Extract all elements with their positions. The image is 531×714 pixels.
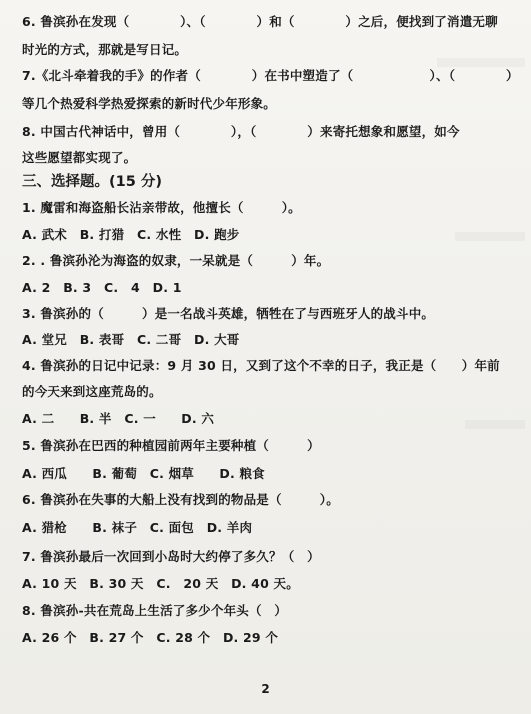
question-stem: 4. 鲁滨孙的日记中记录：9 月 30 日，又到了这个不幸的日子，我正是（ ）年前 (22, 358, 500, 373)
question-options: A. 堂兄 B. 表哥 C. 二哥 D. 大哥 (22, 332, 240, 347)
question-stem: 2. . 鲁滨孙沦为海盗的奴隶，一呆就是（ ）年。 (22, 253, 330, 268)
question-stem: 3. 鲁滨孙的（ ）是一名战斗英雄，牺牲在了与西班牙人的战斗中。 (22, 306, 435, 321)
fill-in-line: 7.《北斗牵着我的手》的作者（ ）在书中塑造了（ ）、（ ） (22, 68, 519, 83)
section-title: 三、选择题。(15 分) (22, 174, 162, 190)
fill-in-line: 这些愿望都实现了。 (22, 150, 137, 165)
question-options: A. 西瓜 B. 葡萄 C. 烟草 D. 粮食 (22, 466, 265, 481)
question-options: A. 10 天 B. 30 天 C. 20 天 D. 40 天。 (22, 576, 299, 591)
question-stem: 7. 鲁滨孙最后一次回到小岛时大约停了多久？（ ） (22, 549, 320, 564)
question-options: A. 武术 B. 打猎 C. 水性 D. 跑步 (22, 227, 240, 242)
question-stem-continued: 的今天来到这座荒岛的。 (22, 384, 162, 399)
question-stem: 8. 鲁滨孙-共在荒岛上生活了多少个年头（ ） (22, 603, 288, 618)
question-options: A. 猎枪 B. 袜子 C. 面包 D. 羊肉 (22, 520, 253, 535)
fill-in-line: 6. 鲁滨孙在发现（ ）、（ ）和（ ）之后，便找到了消遣无聊 (22, 14, 498, 29)
fill-in-line: 时光的方式，那就是写日记。 (22, 42, 188, 57)
question-options: A. 2 B. 3 C. 4 D. 1 (22, 280, 182, 295)
question-stem: 5. 鲁滨孙在巴西的种植园前两年主要种植（ ） (22, 438, 320, 453)
fill-in-line: 等几个热爱科学热爱探索的新时代少年形象。 (22, 96, 277, 111)
question-options: A. 二 B. 半 C. 一 D. 六 (22, 411, 215, 426)
fill-in-line: 8. 中国古代神话中，曾用（ ），（ ）来寄托想象和愿望，如今 (22, 124, 460, 139)
question-stem: 1. 魔雷和海盗船长沾亲带故，他擅长（ ）。 (22, 200, 301, 215)
question-options: A. 26 个 B. 27 个 C. 28 个 D. 29 个 (22, 630, 279, 645)
question-stem: 6. 鲁滨孙在失事的大船上没有找到的物品是（ ）。 (22, 492, 339, 507)
bleed-through-mark (437, 58, 525, 67)
page-number: 2 (261, 682, 270, 696)
